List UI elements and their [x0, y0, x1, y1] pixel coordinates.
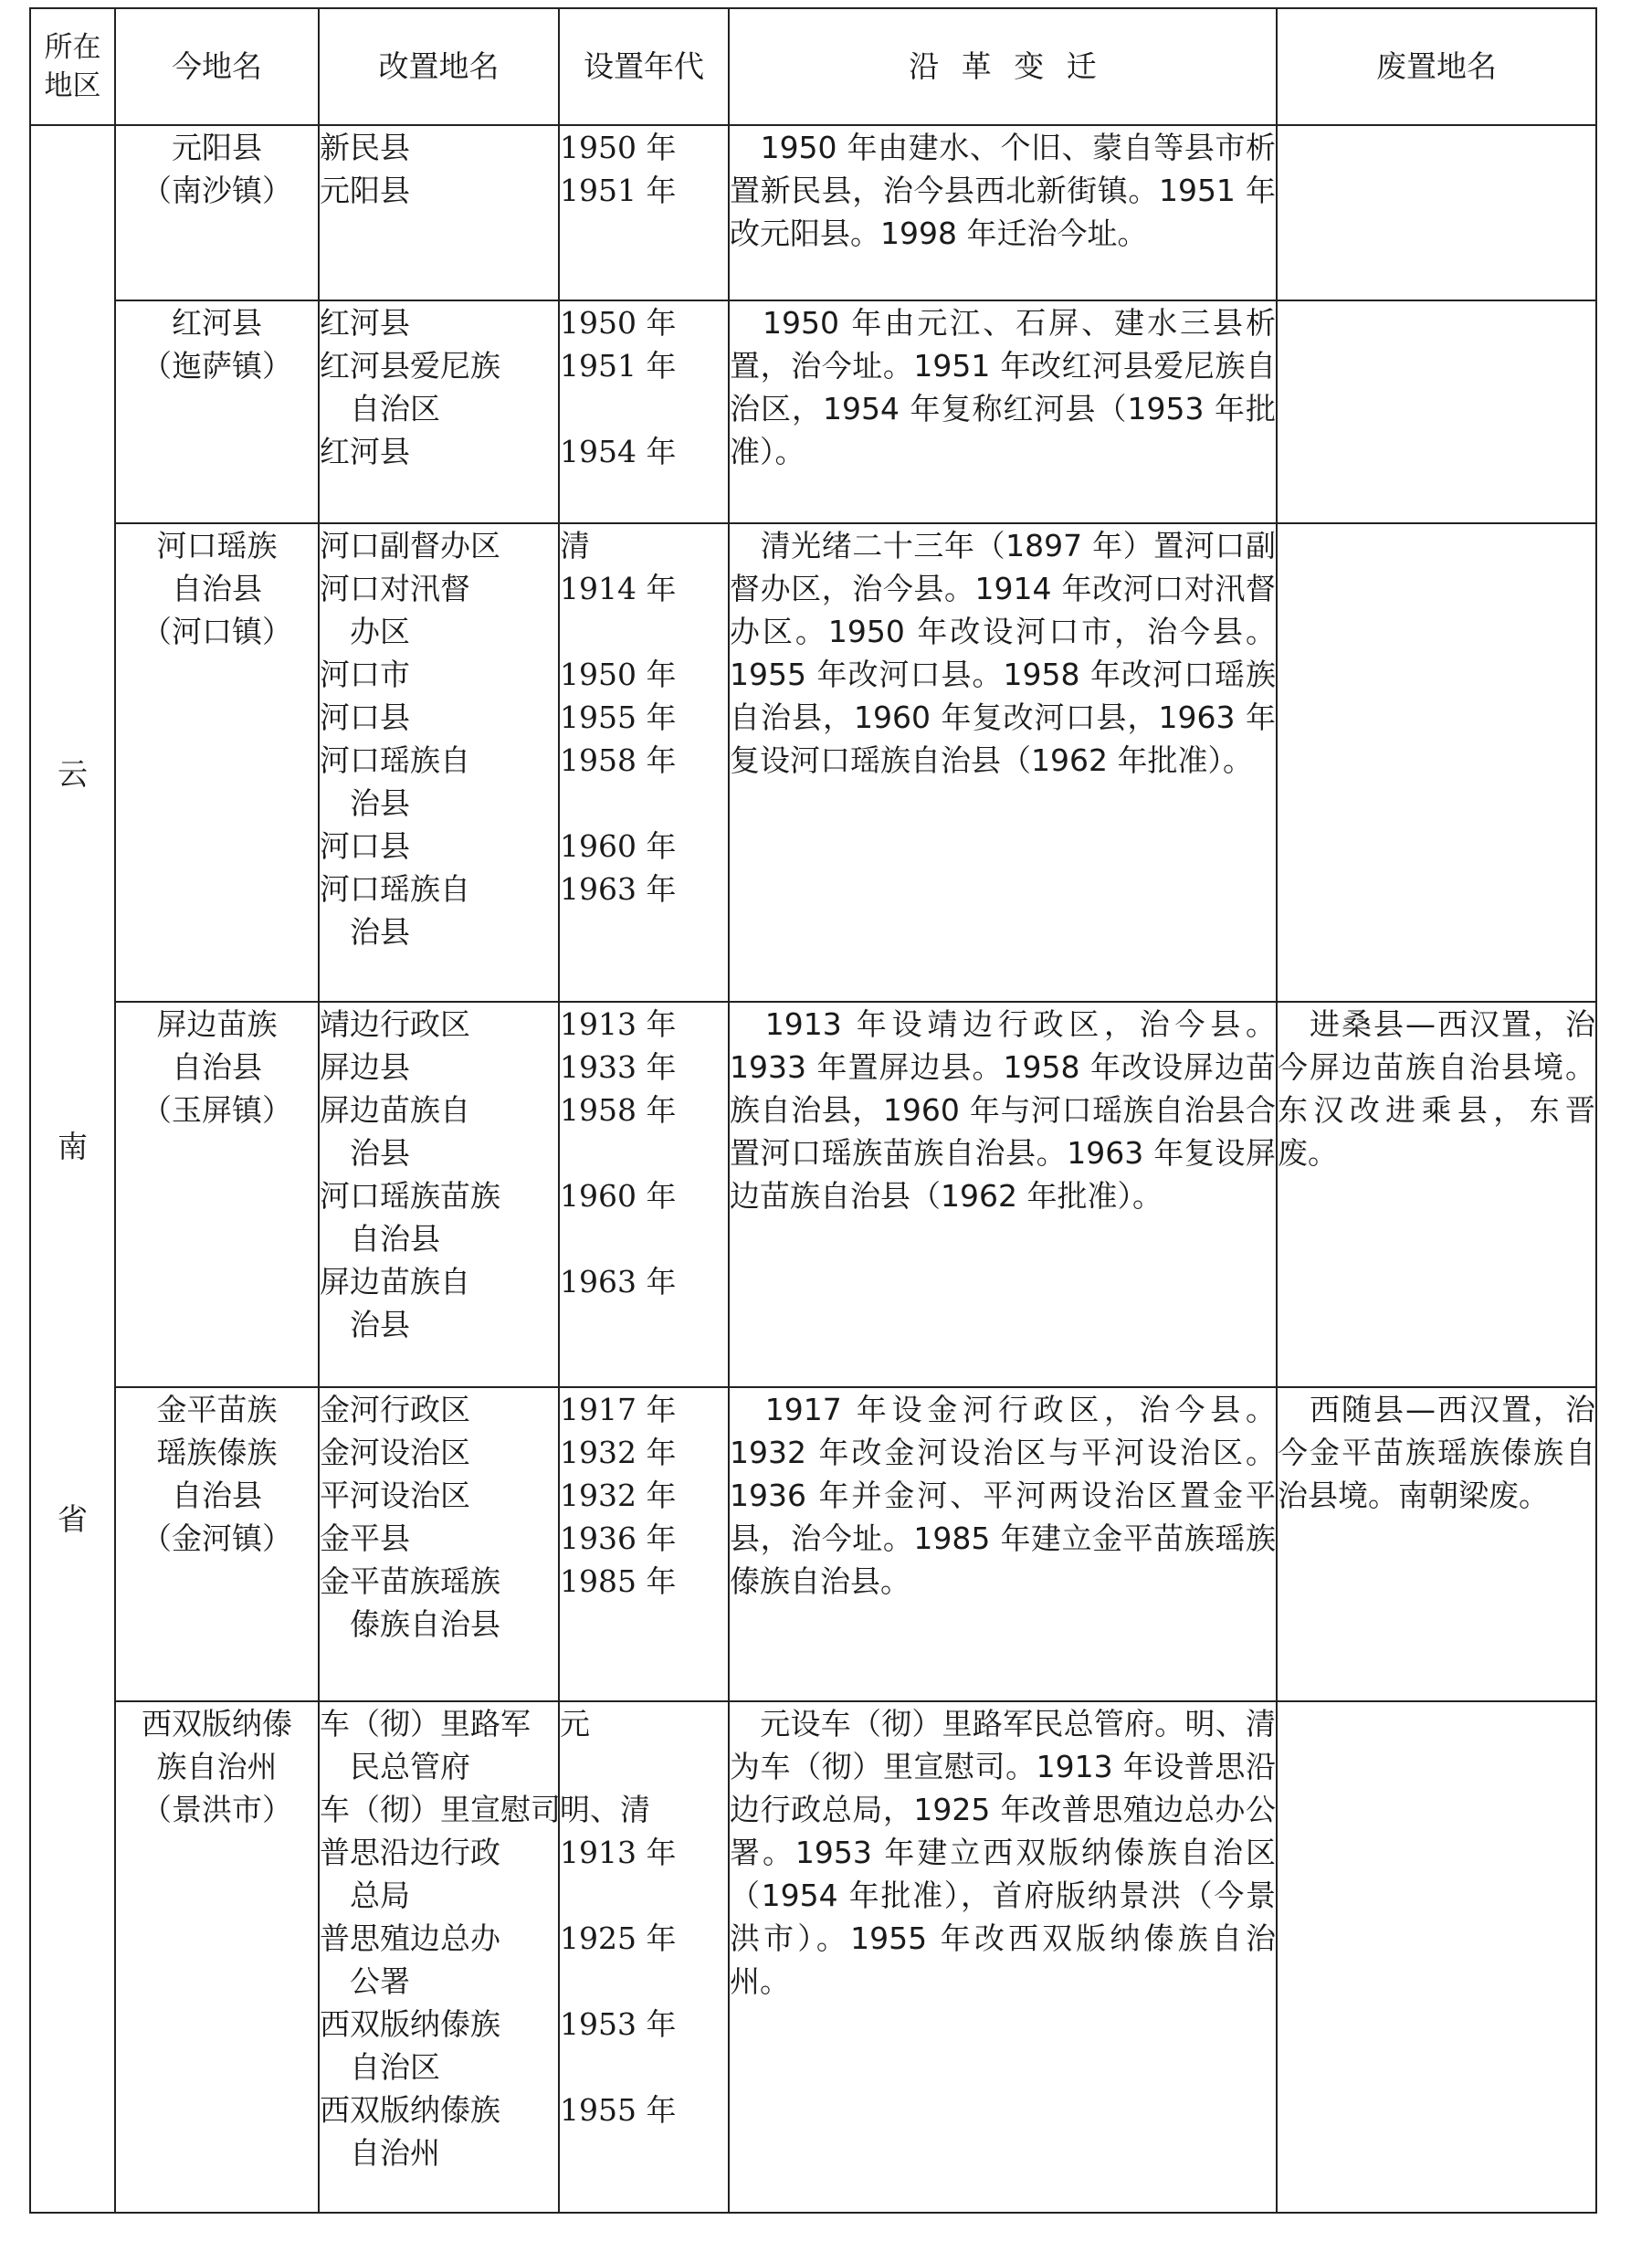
- changed-names-cell: [319, 1701, 559, 2213]
- current-name-line: （迤萨镇）: [142, 348, 292, 384]
- year-line: [560, 1745, 728, 1788]
- changed-name-line: 西双版纳傣族: [320, 2092, 500, 2129]
- year-line: [560, 1960, 728, 2003]
- current-name-line: 元阳县: [172, 130, 262, 165]
- changed-name-line: 西双版纳傣族: [320, 2006, 500, 2043]
- year-line: [560, 1131, 728, 1174]
- current-name-cell: [115, 1002, 319, 1387]
- table-row: [30, 1701, 1596, 2213]
- changed-name-line: 河口瑶族苗族: [320, 1177, 500, 1214]
- changed-name-line: 平河设治区: [320, 1478, 470, 1514]
- current-name-line: 屏边苗族: [156, 1005, 278, 1042]
- changed-name-line: 河口瑶族自: [320, 871, 470, 908]
- year-line: 1936 年: [560, 1520, 677, 1557]
- changed-names-cell: [319, 1002, 559, 1387]
- changed-name-line: 河口县: [320, 828, 410, 865]
- year-cell: [559, 125, 729, 300]
- year-cell: [559, 1701, 729, 2213]
- year-line: [560, 2046, 728, 2088]
- year-line: 明、清: [560, 1792, 650, 1828]
- year-line: 1963 年: [560, 1263, 677, 1299]
- changed-name-line: 金平苗族瑶族: [320, 1563, 500, 1600]
- table-row: [30, 1387, 1596, 1701]
- changed-name-line: 自治县: [320, 1220, 440, 1257]
- year-line: 1913 年: [560, 1005, 677, 1042]
- place-name-table: [29, 7, 1597, 2214]
- year-line: 1913 年: [560, 1835, 677, 1871]
- year-line: 1953 年: [560, 2006, 677, 2043]
- changed-name-line: 治县: [320, 914, 410, 951]
- region-char: 南: [58, 1129, 88, 1164]
- changed-names-cell: [319, 300, 559, 523]
- current-name-line: （河口镇）: [142, 614, 292, 650]
- header-region: 所在地区: [30, 8, 115, 125]
- year-cell: [559, 523, 729, 1001]
- current-name-line: 自治县: [172, 1478, 262, 1514]
- year-line: 1933 年: [560, 1048, 677, 1085]
- changed-name-line: 民总管府: [320, 1749, 470, 1785]
- changed-names-cell: [319, 1387, 559, 1701]
- year-line: 1960 年: [560, 1177, 677, 1214]
- current-name-cell: [115, 125, 319, 300]
- changed-name-line: 治县: [320, 1306, 410, 1342]
- changed-name-line: 金河行政区: [320, 1392, 470, 1428]
- year-line: [560, 1603, 728, 1646]
- year-line: [560, 1874, 728, 1917]
- year-line: 1958 年: [560, 742, 677, 779]
- year-line: [560, 782, 728, 825]
- changed-name-line: 傣族自治县: [320, 1606, 500, 1643]
- changed-name-line: 靖边行政区: [320, 1005, 470, 1042]
- year-line: 1958 年: [560, 1091, 677, 1128]
- table-row: [30, 300, 1596, 523]
- year-line: 1950 年: [560, 130, 677, 165]
- changed-name-line: 河口副督办区: [320, 528, 500, 564]
- changed-name-line: 普思殖边总办: [320, 1920, 500, 1957]
- table-row: [30, 125, 1596, 300]
- current-name-line: 瑶族傣族: [156, 1435, 278, 1471]
- history-cell: 清光绪二十三年（1897 年）置河口副督办区，治今县。1914 年改河口对汛督办区。1950 年改设河口市，治今县。1955 年改河口县。1958 年改河口瑶族自治县，1960 年复改河口县，1963 年复设河口瑶族自治县（1962 年批准）。: [729, 523, 1277, 1001]
- changed-name-line: 屏边苗族自: [320, 1091, 470, 1128]
- header-changed-names: 改置地名: [319, 8, 559, 125]
- changed-name-line: 河口市: [320, 657, 410, 693]
- changed-name-line: 普思沿边行政: [320, 1835, 500, 1871]
- history-cell: 1917 年设金河行政区，治今县。1932 年改金河设治区与平河设治区。1936 年并金河、平河两设治区置金平县，治今址。1985 年建立金平苗族瑶族傣族自治县。: [729, 1387, 1277, 1701]
- changed-name-line: 治县: [320, 1134, 410, 1171]
- year-line: 1955 年: [560, 2092, 677, 2129]
- header-row: [30, 8, 1596, 125]
- current-name-line: 金平苗族: [156, 1392, 278, 1428]
- current-name-cell: [115, 1387, 319, 1701]
- current-name-line: 西双版纳傣: [142, 1706, 292, 1742]
- changed-name-line: 河口瑶族自: [320, 742, 470, 779]
- year-cell: [559, 1002, 729, 1387]
- history-cell: 元设车（彻）里路军民总管府。明、清为车（彻）里宣慰司。1913 年设普思沿边行政总局，1925 年改普思殖边总办公署。1953 年建立西双版纳傣族自治区（1954 年批准），首府版纳景洪（今景洪市）。1955 年改西双版纳傣族自治州。: [729, 1701, 1277, 2213]
- changed-name-line: 屏边县: [320, 1048, 410, 1085]
- current-name-line: 自治县: [172, 1048, 262, 1085]
- year-line: 1951 年: [560, 173, 677, 208]
- abolished-cell: [1277, 523, 1596, 1001]
- changed-name-line: 新民县: [320, 130, 410, 165]
- changed-name-line: 红河县: [320, 305, 410, 342]
- changed-name-line: 河口对汛督: [320, 571, 470, 607]
- abolished-cell: [1277, 1701, 1596, 2213]
- changed-name-line: 车（彻）里路军: [320, 1706, 531, 1742]
- year-line: 1954 年: [560, 434, 677, 470]
- current-name-line: （玉屏镇）: [142, 1091, 292, 1128]
- current-name-cell: [115, 1701, 319, 2213]
- current-name-line: 红河县: [172, 305, 262, 342]
- changed-name-line: 自治州: [320, 2135, 440, 2172]
- changed-name-line: 河口县: [320, 700, 410, 736]
- current-name-line: （景洪市）: [142, 1792, 292, 1828]
- history-cell: 1913 年设靖边行政区，治今县。1933 年置屏边县。1958 年改设屏边苗族自治县，1960 年与河口瑶族自治县合置河口瑶族苗族自治县。1963 年复设屏边苗族自治县（1962 年批准）。: [729, 1002, 1277, 1387]
- region-char: 省: [58, 1501, 88, 1537]
- year-line: [560, 1217, 728, 1260]
- year-line: [560, 1303, 728, 1346]
- year-line: 1963 年: [560, 871, 677, 908]
- year-line: [560, 910, 728, 953]
- year-line: 1985 年: [560, 1563, 677, 1600]
- history-cell: 1950 年由建水、个旧、蒙自等县市析置新民县，治今县西北新街镇。1951 年改元阳县。1998 年迁治今址。: [729, 125, 1277, 300]
- table-row: [30, 1002, 1596, 1387]
- year-line: 清: [560, 528, 590, 564]
- year-line: 1950 年: [560, 657, 677, 693]
- changed-name-line: 红河县爱尼族: [320, 348, 500, 384]
- current-name-line: 族自治州: [156, 1749, 278, 1785]
- year-line: 1955 年: [560, 700, 677, 736]
- changed-name-line: 金平县: [320, 1520, 410, 1557]
- current-name-cell: [115, 523, 319, 1001]
- header-history: 沿 革 变 迁: [729, 8, 1277, 125]
- changed-name-line: 总局: [320, 1878, 410, 1914]
- changed-name-line: 红河县: [320, 434, 410, 470]
- changed-name-line: 金河设治区: [320, 1435, 470, 1471]
- current-name-line: 自治县: [172, 571, 262, 607]
- year-line: [560, 2131, 728, 2174]
- header-abolished: 废置地名: [1277, 8, 1596, 125]
- abolished-cell: [1277, 125, 1596, 300]
- year-line: 1932 年: [560, 1478, 677, 1514]
- current-name-line: 河口瑶族: [156, 528, 278, 564]
- changed-names-cell: [319, 523, 559, 1001]
- year-line: 1950 年: [560, 305, 677, 342]
- year-line: [560, 610, 728, 653]
- year-line: 1914 年: [560, 571, 677, 607]
- year-line: 1951 年: [560, 348, 677, 384]
- changed-name-line: 自治区: [320, 2049, 440, 2086]
- region-char: 云: [58, 756, 88, 792]
- year-cell: [559, 1387, 729, 1701]
- history-cell: 1950 年由元江、石屏、建水三县析置，治今址。1951 年改红河县爱尼族自治区，1954 年复称红河县（1953 年批准）。: [729, 300, 1277, 523]
- year-line: 1917 年: [560, 1392, 677, 1428]
- changed-name-line: 公署: [320, 1963, 410, 2000]
- changed-name-line: 治县: [320, 785, 410, 822]
- year-line: 1932 年: [560, 1435, 677, 1471]
- year-cell: [559, 300, 729, 523]
- header-year: 设置年代: [559, 8, 729, 125]
- changed-names-cell: [319, 125, 559, 300]
- abolished-cell: [1277, 300, 1596, 523]
- table-row: [30, 523, 1596, 1001]
- changed-name-line: 办区: [320, 614, 410, 650]
- changed-name-line: 屏边苗族自: [320, 1263, 470, 1299]
- year-line: 1960 年: [560, 828, 677, 865]
- changed-name-line: 车（彻）里宣慰司: [320, 1792, 561, 1828]
- year-line: 元: [560, 1706, 590, 1742]
- changed-name-line: 自治区: [320, 391, 440, 427]
- year-line: [560, 387, 728, 430]
- year-line: 1925 年: [560, 1920, 677, 1957]
- abolished-cell: 西随县—西汉置，治今金平苗族瑶族傣族自治县境。南朝梁废。: [1277, 1387, 1596, 1701]
- current-name-cell: [115, 300, 319, 523]
- abolished-cell: 进桑县—西汉置，治今屏边苗族自治县境。东汉改进乘县，东晋废。: [1277, 1002, 1596, 1387]
- current-name-line: （金河镇）: [142, 1520, 292, 1557]
- changed-name-line: 元阳县: [320, 173, 410, 208]
- current-name-line: （南沙镇）: [142, 173, 292, 208]
- region-cell: [30, 125, 115, 2213]
- header-current-name: 今地名: [115, 8, 319, 125]
